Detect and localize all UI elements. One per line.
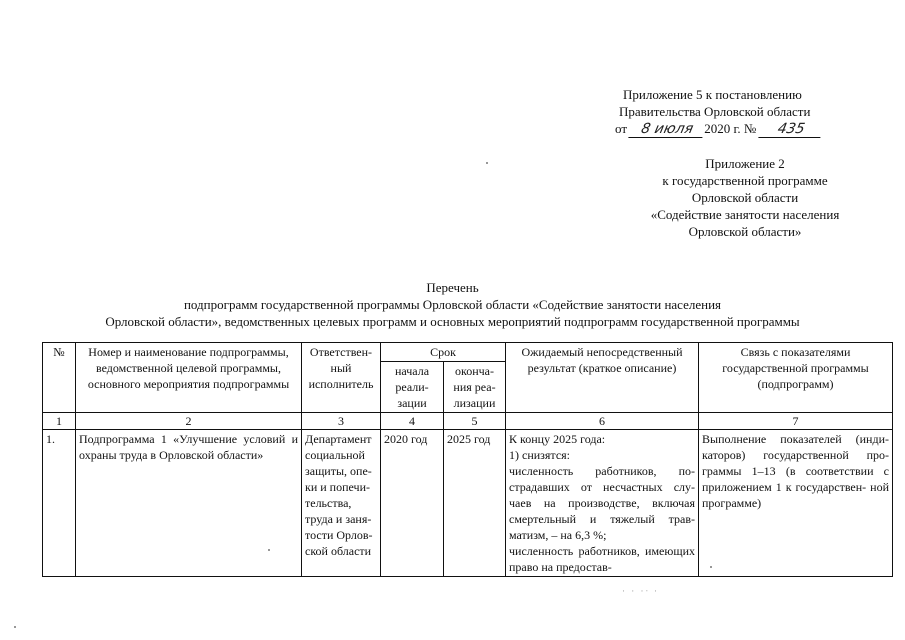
annex5-year: 2020 г. №: [704, 121, 757, 136]
header-num: №: [43, 343, 76, 413]
header-end: оконча- ния реа- лизации: [444, 362, 506, 413]
title-line1: Перечень: [426, 280, 479, 295]
row-end: 2025 год: [444, 430, 506, 577]
header-executor: Ответствен- ный исполнитель: [302, 343, 381, 413]
column-number-row: [43, 413, 893, 430]
header-result: Ожидаемый непосредственный результат (краткое описание): [506, 343, 699, 413]
annex2-line5: Орловской области»: [688, 224, 802, 239]
colnum-7: 7: [699, 413, 893, 430]
annex5-from: от: [615, 121, 628, 136]
annex5-line2: Правительства Орловской области: [619, 104, 811, 119]
header-term: Срок: [381, 343, 506, 362]
colnum-3: 3: [302, 413, 381, 430]
result-line2: 1) снизятся:: [509, 448, 570, 462]
row-name: Подпрограмма 1 «Улучшение условий и охраны труда в Орловской области»: [76, 430, 302, 577]
scan-speck: [486, 162, 488, 164]
scan-speck: [268, 549, 270, 551]
title-line3: Орловской области», ведомственных целевых программ и основных мероприятий подпрограмм государственной программы: [105, 314, 800, 329]
scan-speck: [710, 566, 712, 568]
header-link: Связь с показателями государственной программы (подпрограмм): [699, 343, 893, 413]
colnum-5: 5: [444, 413, 506, 430]
annex2-line2: к государственной программе: [662, 173, 828, 188]
title-line2: подпрограмм государственной программы Орловской области «Содействие занятости населения: [183, 297, 722, 312]
annex2-line4: «Содействие занятости населения: [650, 207, 840, 222]
document-title: [0, 279, 905, 330]
colnum-4: 4: [381, 413, 444, 430]
handwritten-date: 8 июля: [629, 122, 706, 138]
header-start: начала реали- зации: [381, 362, 444, 413]
colnum-2: 2: [76, 413, 302, 430]
header-name: Номер и наименование подпрограммы, ведомственной целевой программы, основного мероприятия подпрограммы: [76, 343, 302, 413]
programs-table: [42, 342, 893, 577]
annex5-date-line: [615, 120, 875, 138]
result-line1: К концу 2025 года:: [509, 432, 606, 446]
scan-noise: · · ·ᐧ ·: [622, 586, 660, 596]
header-row: [43, 343, 893, 362]
colnum-1: 1: [43, 413, 76, 430]
table-row: [43, 430, 893, 577]
annex5-line1: Приложение 5 к постановлению: [623, 87, 802, 102]
scan-speck: [14, 626, 16, 628]
row-link: Выполнение показателей (инди- каторов) государственной про- граммы 1–13 (в соответствии с приложением 1 к государствен- ной программе): [699, 430, 893, 577]
annex2-line3: Орловской области: [691, 190, 799, 205]
handwritten-number: 435: [758, 122, 823, 138]
colnum-6: 6: [506, 413, 699, 430]
row-num: 1.: [43, 430, 76, 577]
row-executor: Департамент социальной защиты, опе- ки и попечи- тельства, труда и заня- тости Орлов- ской области: [302, 430, 381, 577]
annex5-block: [615, 86, 875, 138]
row-result: [506, 430, 699, 577]
result-line4: численность работников, имеющих право на предостав-: [509, 544, 695, 574]
annex2-line1: Приложение 2: [705, 156, 785, 171]
result-line3: численность работников, по- страдавших от несчастных слу- чаев на производстве, включая смертельный и тяжелый трав- матизм, – на 6,3 %;: [509, 464, 695, 542]
annex2-block: [620, 155, 870, 240]
row-start: 2020 год: [381, 430, 444, 577]
